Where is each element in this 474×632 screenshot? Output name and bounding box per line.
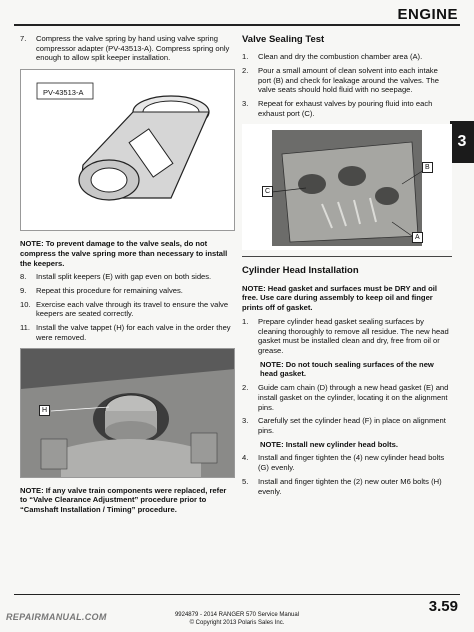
figure-valve-spring-compressor <box>20 69 235 231</box>
page-number: 3.59 <box>428 598 458 615</box>
step-9 <box>20 286 235 296</box>
step-text: Prepare cylinder head gasket sealing surfaces by cleaning thoroughly to remove all residue. The new head gasket must be installed clean and dry, free from oil or grease. <box>258 316 449 355</box>
tappet-bottom <box>105 421 157 441</box>
step-text: Clean and dry the combustion chamber area (A). <box>258 52 423 62</box>
step-text: Compress the valve spring by hand using valve spring compressor adapter (PV-43513-A). Compress spring only enough to allow split keeper installation. <box>36 34 230 63</box>
callout-c: C <box>262 186 273 197</box>
step-number: 3. <box>242 99 249 109</box>
step-number: 8. <box>20 272 27 282</box>
sealing-step-2 <box>242 66 452 95</box>
right-bolt-boss <box>191 433 217 463</box>
left-column <box>20 34 235 519</box>
compressor-adapter-drawing <box>21 70 234 230</box>
step-text: Install the valve tappet (H) for each valve in the order they were removed. <box>36 323 231 342</box>
install-step-3 <box>242 416 452 435</box>
intake-port-1 <box>298 174 326 194</box>
step-number: 7. <box>20 34 27 43</box>
label-box <box>37 83 93 99</box>
step-text: Repeat this procedure for remaining valves. <box>36 286 183 296</box>
header-rule <box>14 24 460 26</box>
install-step-2 <box>242 383 452 412</box>
section-header-title: ENGINE <box>397 6 458 23</box>
note-head-gasket: NOTE: Head gasket and surfaces must be DRY and oil free. Use care during assembly to keep oil and finger prints off of gasket. <box>242 283 437 313</box>
figure-cylinder-head-photo <box>242 124 452 250</box>
note-valve-train: NOTE: If any valve train components were replaced, refer to “Valve Clearance Adjustment” procedure prior to “Camshaft Installation / Timing” procedure. <box>20 485 227 515</box>
callout-b: B <box>422 162 433 173</box>
right-column <box>242 34 452 500</box>
install-step-4 <box>242 453 452 472</box>
section-title-cylinder-head: Cylinder Head Installation <box>242 265 359 277</box>
step-7 <box>20 34 235 63</box>
section-divider <box>242 256 452 257</box>
step-text: Guide cam chain (D) through a new head gasket (E) and install gasket on the cylinder, locating it on the alignment pins. <box>258 383 449 412</box>
chapter-tab-label: 3 <box>457 133 467 150</box>
install-step-1 <box>242 317 452 356</box>
watermark: REPAIRMANUAL.COM <box>6 612 107 622</box>
sealing-step-1 <box>242 52 452 62</box>
callout-h: H <box>39 405 50 416</box>
footer-copyright: © Copyright 2013 Polaris Sales Inc. <box>189 620 285 626</box>
left-bolt-boss <box>41 439 67 469</box>
bearing-saddle <box>61 439 201 478</box>
tappet-photo <box>21 349 235 478</box>
figure-label: PV-43513-A <box>43 88 84 98</box>
step-number: 3. <box>242 416 249 426</box>
step-text: Pour a small amount of clean solvent into each intake port (B) and check for leakage around the valves. The valve seats should hold fluid with no seepage. <box>258 65 439 95</box>
step-text: Install and finger tighten the (4) new cylinder head bolts (G) evenly. <box>258 453 445 473</box>
step-number: 2. <box>242 383 249 393</box>
callout-a: A <box>412 232 423 243</box>
intake-port-2 <box>338 166 366 186</box>
step-number: 5. <box>242 476 249 486</box>
step-text: Install split keepers (E) with gap even on both sides. <box>36 272 212 282</box>
step-10 <box>20 300 235 319</box>
step-text: Carefully set the cylinder head (F) in place on alignment pins. <box>258 416 446 435</box>
step-number: 10. <box>20 299 31 309</box>
figure-valve-tappet-photo <box>20 348 235 478</box>
step-text: Repeat for exhaust valves by pouring fluid into each exhaust port (C). <box>258 99 433 118</box>
footer-rule <box>14 594 460 595</box>
page-header <box>0 0 474 30</box>
sealing-step-3 <box>242 99 452 118</box>
note-new-bolts: NOTE: Install new cylinder head bolts. <box>260 439 398 449</box>
note-sealing-surfaces: NOTE: Do not touch sealing surfaces of the new head gasket. <box>260 359 434 379</box>
section-title-valve-sealing: Valve Sealing Test <box>242 34 325 45</box>
step-text: Install and finger tighten the (2) new outer M6 bolts (H) evenly. <box>258 476 442 496</box>
exhaust-port <box>375 187 399 205</box>
note-valve-seals: NOTE: To prevent damage to the valve seals, do not compress the valve spring more than necessary to install the keepers. <box>20 239 228 268</box>
step-text: Exercise each valve through its travel to ensure the valve keepers are seated correctly. <box>36 299 229 319</box>
step-number: 11. <box>20 323 30 333</box>
install-step-5 <box>242 477 452 496</box>
adapter-base-hole <box>91 168 127 192</box>
step-number: 1. <box>242 52 249 62</box>
step-number: 4. <box>242 453 249 463</box>
step-8 <box>20 272 235 282</box>
step-number: 1. <box>242 316 249 326</box>
step-number: 9. <box>20 286 27 296</box>
step-11 <box>20 323 235 342</box>
footer-manual-title: 9924879 - 2014 RANGER 570 Service Manual <box>174 612 300 618</box>
step-number: 2. <box>242 65 249 75</box>
chapter-tab <box>450 121 474 163</box>
